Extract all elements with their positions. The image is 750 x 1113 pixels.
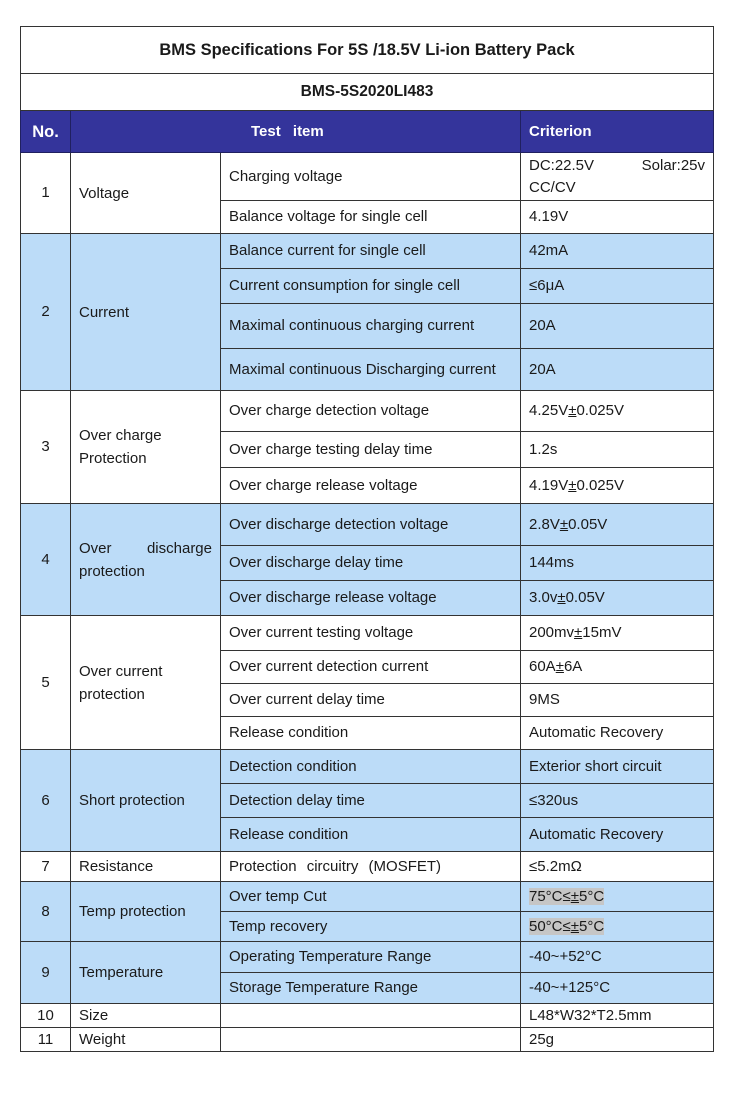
table-row	[21, 234, 714, 269]
table-row	[21, 1004, 714, 1028]
criterion: L48*W32*T2.5mm	[521, 1004, 714, 1028]
header-criterion: Criterion	[521, 111, 714, 153]
criterion: 2.8V±0.05V	[521, 504, 714, 546]
test-item: Over current delay time	[221, 684, 521, 717]
criterion-highlight: 75°C≤±5°C	[529, 887, 605, 905]
criterion: 200mv±15mV	[521, 616, 714, 651]
criterion: 60A±6A	[521, 651, 714, 684]
row-group: Temperature	[71, 942, 221, 1004]
table-row	[21, 153, 714, 201]
criterion: 4.19V	[521, 201, 714, 234]
group-word-1: Over	[79, 539, 112, 557]
criterion: ≤6μA	[521, 269, 714, 304]
test-item: Charging voltage	[221, 153, 521, 201]
row-group: Size	[71, 1004, 221, 1028]
group-word-2: discharge	[146, 539, 212, 557]
row-group: Over current protection	[71, 616, 221, 750]
model-number: BMS-5S2020LI483	[21, 74, 714, 111]
row-number: 6	[21, 750, 71, 852]
test-item: Over discharge delay time	[221, 546, 521, 581]
test-item: Over temp Cut	[221, 882, 521, 912]
row-group: Over charge Protection	[71, 391, 221, 504]
test-item: Maximal continuous Discharging current	[221, 349, 521, 391]
row-number: 2	[21, 234, 71, 391]
row-group: Weight	[71, 1028, 221, 1052]
criterion-cell	[521, 153, 714, 201]
row-group: Resistance	[71, 852, 221, 882]
test-item: Storage Temperature Range	[221, 973, 521, 1004]
test-item: Release condition	[221, 717, 521, 750]
row-number: 9	[21, 942, 71, 1004]
row-group: Short protection	[71, 750, 221, 852]
row-number: 3	[21, 391, 71, 504]
criterion: 20A	[521, 304, 714, 349]
table-title: BMS Specifications For 5S /18.5V Li-ion Battery Pack	[21, 27, 714, 74]
test-item: Over discharge detection voltage	[221, 504, 521, 546]
row-group: Temp protection	[71, 882, 221, 942]
test-item: Balance voltage for single cell	[221, 201, 521, 234]
criterion-highlight: 50°C≤±5°C	[529, 917, 605, 935]
criterion-mode: CC/CV	[529, 178, 576, 196]
test-item: Current consumption for single cell	[221, 269, 521, 304]
test-item: Over current testing voltage	[221, 616, 521, 651]
table-row	[21, 616, 714, 651]
table-row	[21, 391, 714, 432]
table-row	[21, 750, 714, 784]
test-item-empty	[221, 1028, 521, 1052]
criterion-dc: DC:22.5V	[529, 156, 595, 174]
criterion	[521, 882, 714, 912]
criterion: 20A	[521, 349, 714, 391]
test-item: Over discharge release voltage	[221, 581, 521, 616]
row-number: 1	[21, 153, 71, 234]
row-number: 7	[21, 852, 71, 882]
header-test-item: Test item	[71, 111, 521, 153]
criterion: -40~+125°C	[521, 973, 714, 1004]
criterion: Automatic Recovery	[521, 818, 714, 852]
test-item: Protection circuitry (MOSFET)	[221, 852, 521, 882]
criterion: 4.19V±0.025V	[521, 468, 714, 504]
test-item: Maximal continuous charging current	[221, 304, 521, 349]
test-item: Balance current for single cell	[221, 234, 521, 269]
row-group: Voltage	[71, 153, 221, 234]
row-number: 5	[21, 616, 71, 750]
test-item: Over charge testing delay time	[221, 432, 521, 468]
test-item: Over current detection current	[221, 651, 521, 684]
row-number: 11	[21, 1028, 71, 1052]
test-item: Temp recovery	[221, 912, 521, 942]
table-row	[21, 504, 714, 546]
test-item: Detection condition	[221, 750, 521, 784]
table-row	[21, 942, 714, 973]
criterion: ≤5.2mΩ	[521, 852, 714, 882]
criterion: 42mA	[521, 234, 714, 269]
table-row	[21, 852, 714, 882]
test-item: Over charge release voltage	[221, 468, 521, 504]
criterion: 1.2s	[521, 432, 714, 468]
row-group: Current	[71, 234, 221, 391]
test-item: Detection delay time	[221, 784, 521, 818]
criterion: Exterior short circuit	[521, 750, 714, 784]
test-item-empty	[221, 1004, 521, 1028]
criterion-solar: Solar:25v	[641, 156, 706, 174]
criterion: 144ms	[521, 546, 714, 581]
group-word-3: protection	[79, 562, 145, 580]
criterion: 4.25V±0.025V	[521, 391, 714, 432]
criterion: 25g	[521, 1028, 714, 1052]
row-number: 8	[21, 882, 71, 942]
table-row	[21, 882, 714, 912]
header-no: No.	[21, 111, 71, 153]
row-group	[71, 504, 221, 616]
criterion: Automatic Recovery	[521, 717, 714, 750]
row-number: 4	[21, 504, 71, 616]
test-item: Release condition	[221, 818, 521, 852]
test-item: Operating Temperature Range	[221, 942, 521, 973]
test-item: Over charge detection voltage	[221, 391, 521, 432]
spec-table	[20, 26, 714, 1052]
criterion: ≤320us	[521, 784, 714, 818]
criterion: 9MS	[521, 684, 714, 717]
criterion	[521, 912, 714, 942]
criterion: -40~+52°C	[521, 942, 714, 973]
table-row	[21, 1028, 714, 1052]
row-number: 10	[21, 1004, 71, 1028]
criterion: 3.0v±0.05V	[521, 581, 714, 616]
